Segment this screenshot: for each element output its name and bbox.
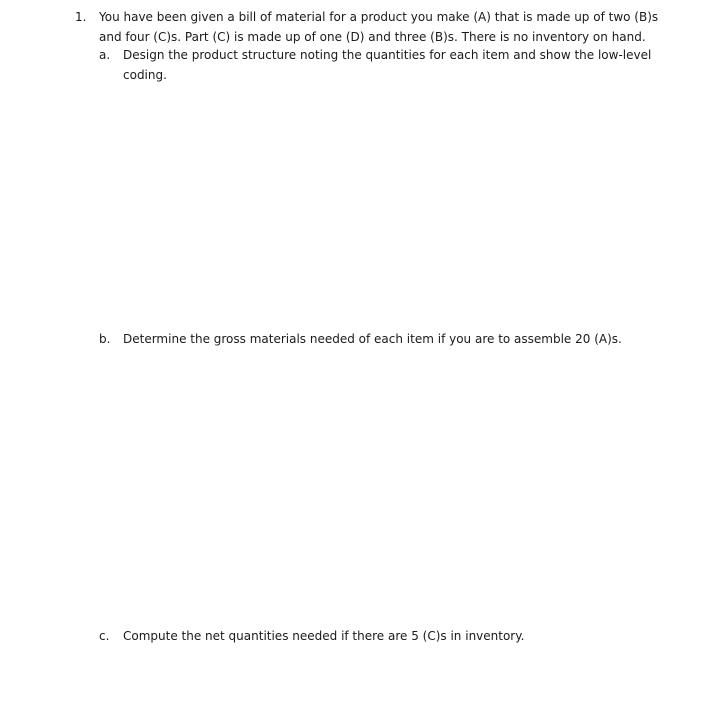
part-c-text: Compute the net quantities needed if there are 5 (C)s in inventory. [123,629,525,643]
part-a-text: Design the product structure noting the quantities for each item and show the low-level coding. [123,48,652,82]
part-b-marker: b. [99,332,111,346]
part-a-marker: a. [99,48,111,62]
question-text: You have been given a bill of material for a product you make (A) that is made up of two (B)s and four (C)s. Part (C) is made up of one (D) and three (B)s. There is no inventory on hand. [99,10,659,44]
question-number: 1. [75,10,87,24]
part-b-text: Determine the gross materials needed of each item if you are to assemble 20 (A)s. [123,332,622,346]
part-c-marker: c. [99,629,110,643]
